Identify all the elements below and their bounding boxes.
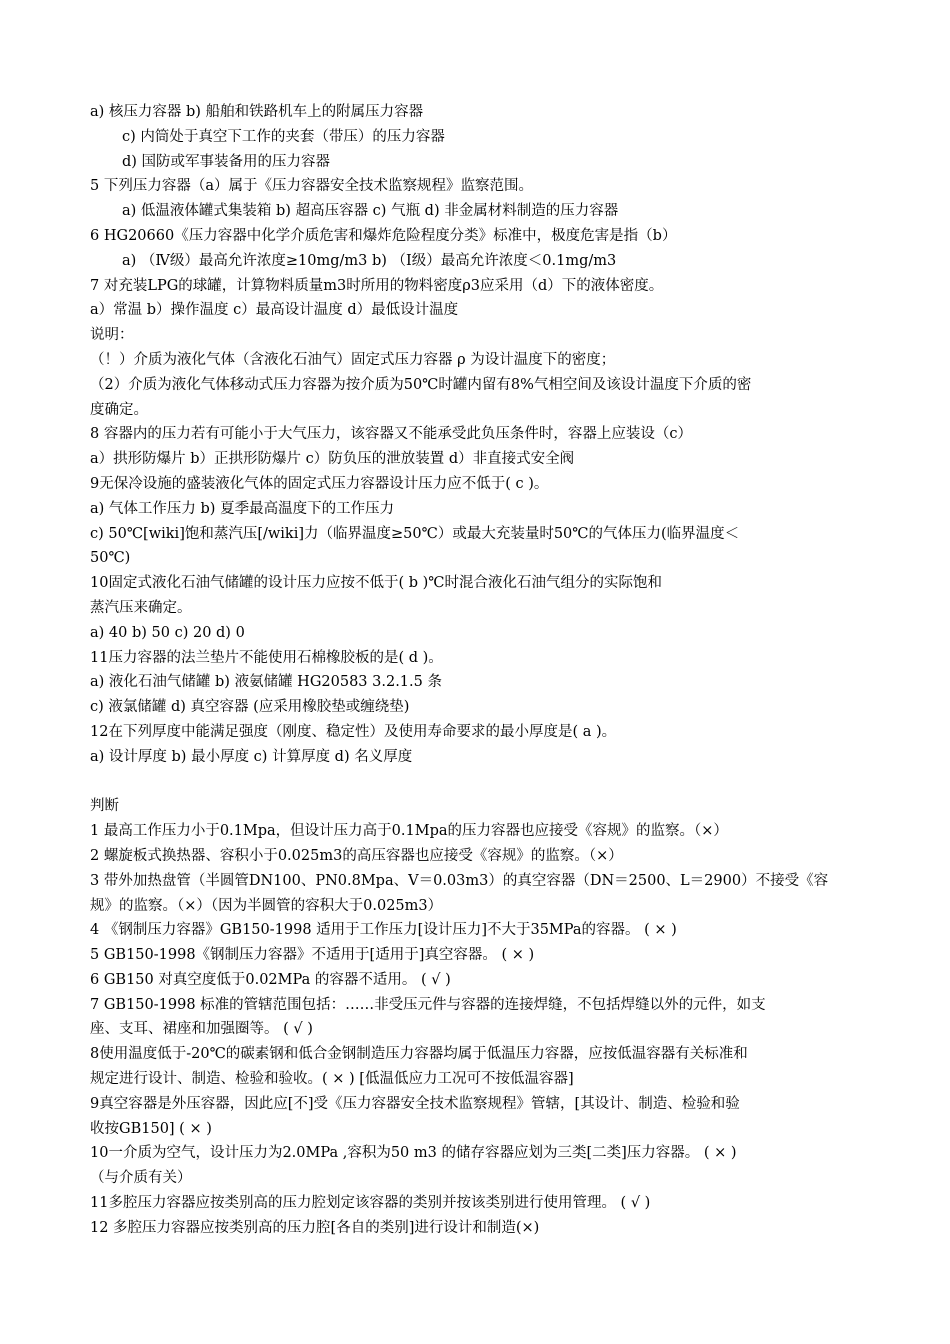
text-line: c) 液氯储罐 d) 真空容器 (应采用橡胶垫或缠绕垫) xyxy=(90,699,410,716)
text-line: a) 气体工作压力 b) 夏季最高温度下的工作压力 xyxy=(90,500,395,517)
text-line: a) （Ⅳ级）最高允许浓度≥10mg/m3 b) （Ⅰ级）最高允许浓度＜0.1mg/m3 xyxy=(122,252,617,269)
text-line: 收按GB150] ( × ) xyxy=(90,1120,212,1137)
text-line: a) 液化石油气储罐 b) 液氨储罐 HG20583 3.2.1.5 条 xyxy=(90,674,442,691)
text-line: 5 下列压力容器（a）属于《压力容器安全技术监察规程》监察范围。 xyxy=(90,178,533,195)
text-line: a）常温 b）操作温度 c）最高设计温度 d）最低设计温度 xyxy=(90,302,459,319)
text-line: 判断 xyxy=(90,798,119,815)
text-line: c) 内筒处于真空下工作的夹套（带压）的压力容器 xyxy=(122,128,445,145)
document-page xyxy=(90,100,870,1241)
text-line: 3 带外加热盘管（半圆管DN100、PN0.8Mpa、V＝0.03m3）的真空容器（DN＝2500、L＝2900）不接受《容 xyxy=(90,872,829,889)
text-line: a) 40 b) 50 c) 20 d) 0 xyxy=(90,624,245,641)
text-line: 9真空容器是外压容器，因此应[不]受《压力容器安全技术监察规程》管辖，[其设计、制造、检验和验 xyxy=(90,1095,740,1112)
text-line: 蒸汽压来确定。 xyxy=(90,599,192,616)
text-line: （与介质有关） xyxy=(90,1170,192,1187)
text-line: 度确定。 xyxy=(90,401,148,418)
text-line: a) 核压力容器 b) 船舶和铁路机车上的附属压力容器 xyxy=(90,104,424,120)
text-line: 50℃) xyxy=(90,550,131,567)
text-line: d) 国防或军事装备用的压力容器 xyxy=(122,153,331,170)
text-line: 9无保冷设施的盛装液化气体的固定式压力容器设计压力应不低于( c )。 xyxy=(90,475,549,492)
text-line: 11多腔压力容器应按类别高的压力腔划定该容器的类别并按该类别进行使用管理。 ( √ ) xyxy=(90,1195,651,1212)
text-line: 规定进行设计、制造、检验和验收。( × ) [低温低应力工况可不按低温容器] xyxy=(90,1071,574,1088)
text-line: 11压力容器的法兰垫片不能使用石棉橡胶板的是( d )。 xyxy=(90,649,443,666)
text-line: 4 《钢制压力容器》GB150-1998 适用于工作压力[设计压力]不大于35MPa的容器。 ( × ) xyxy=(90,922,677,939)
text-line: 5 GB150-1998《钢制压力容器》不适用于[适用于]真空容器。 ( × ) xyxy=(90,947,535,964)
text-line: 说明： xyxy=(90,327,134,344)
text-line: 12在下列厚度中能满足强度（刚度、稳定性）及使用寿命要求的最小厚度是( a )。 xyxy=(90,723,617,740)
text-line: a) 低温液体罐式集装箱 b) 超高压容器 c) 气瓶 d) 非金属材料制造的压力容器 xyxy=(122,203,619,220)
text-line: （！）介质为液化气体（含液化石油气）固定式压力容器 ρ 为设计温度下的密度； xyxy=(90,351,616,368)
blank-line xyxy=(90,770,870,795)
text-line: 6 HG20660《压力容器中化学介质危害和爆炸危险程度分类》标准中，极度危害是指（b） xyxy=(90,227,677,244)
text-line: 规》的监察。（×）（因为半圆管的容积大于0.025m3） xyxy=(90,897,443,914)
text-line: 8使用温度低于-20℃的碳素钢和低合金钢制造压力容器均属于低温压力容器，应按低温容器有关标准和 xyxy=(90,1046,748,1063)
text-line: 10一介质为空气，设计压力为2.0MPa ,容积为50 m3 的储存容器应划为三类[二类]压力容器。 ( × ) xyxy=(90,1145,737,1162)
text-line: c) 50℃[wiki]饱和蒸汽压[/wiki]力（临界温度≥50℃）或最大充装量时50℃的气体压力(临界温度＜ xyxy=(90,525,740,542)
text-line: a）拱形防爆片 b）正拱形防爆片 c）防负压的泄放装置 d）非直接式安全阀 xyxy=(90,451,575,468)
text-line: 12 多腔压力容器应按类别高的压力腔[各自的类别]进行设计和制造(×) xyxy=(90,1219,540,1236)
text-line: （2）介质为液化气体移动式压力容器为按介质为50℃时罐内留有8%气相空间及该设计温度下介质的密 xyxy=(90,376,752,393)
text-line: a) 设计厚度 b) 最小厚度 c) 计算厚度 d) 名义厚度 xyxy=(90,748,413,765)
text-line: 2 螺旋板式换热器、容积小于0.025m3的高压容器也应接受《容规》的监察。（×） xyxy=(90,847,623,864)
text-line: 6 GB150 对真空度低于0.02MPa 的容器不适用。 ( √ ) xyxy=(90,971,451,988)
text-line: 1 最高工作压力小于0.1Mpa，但设计压力高于0.1Mpa的压力容器也应接受《容规》的监察。（×） xyxy=(90,823,728,840)
text-line: 座、支耳、裙座和加强圈等。 ( √ ) xyxy=(90,1021,313,1038)
text-line: 8 容器内的压力若有可能小于大气压力，该容器又不能承受此负压条件时，容器上应装设（c） xyxy=(90,426,692,443)
text-line: 10固定式液化石油气储罐的设计压力应按不低于( b )℃时混合液化石油气组分的实际饱和 xyxy=(90,575,662,592)
text-line: 7 GB150-1998 标准的管辖范围包括：……非受压元件与容器的连接焊缝，不包括焊缝以外的元件，如支 xyxy=(90,996,766,1013)
text-line: 7 对充装LPG的球罐，计算物料质量m3时所用的物料密度ρ3应采用（d）下的液体密度。 xyxy=(90,277,664,294)
